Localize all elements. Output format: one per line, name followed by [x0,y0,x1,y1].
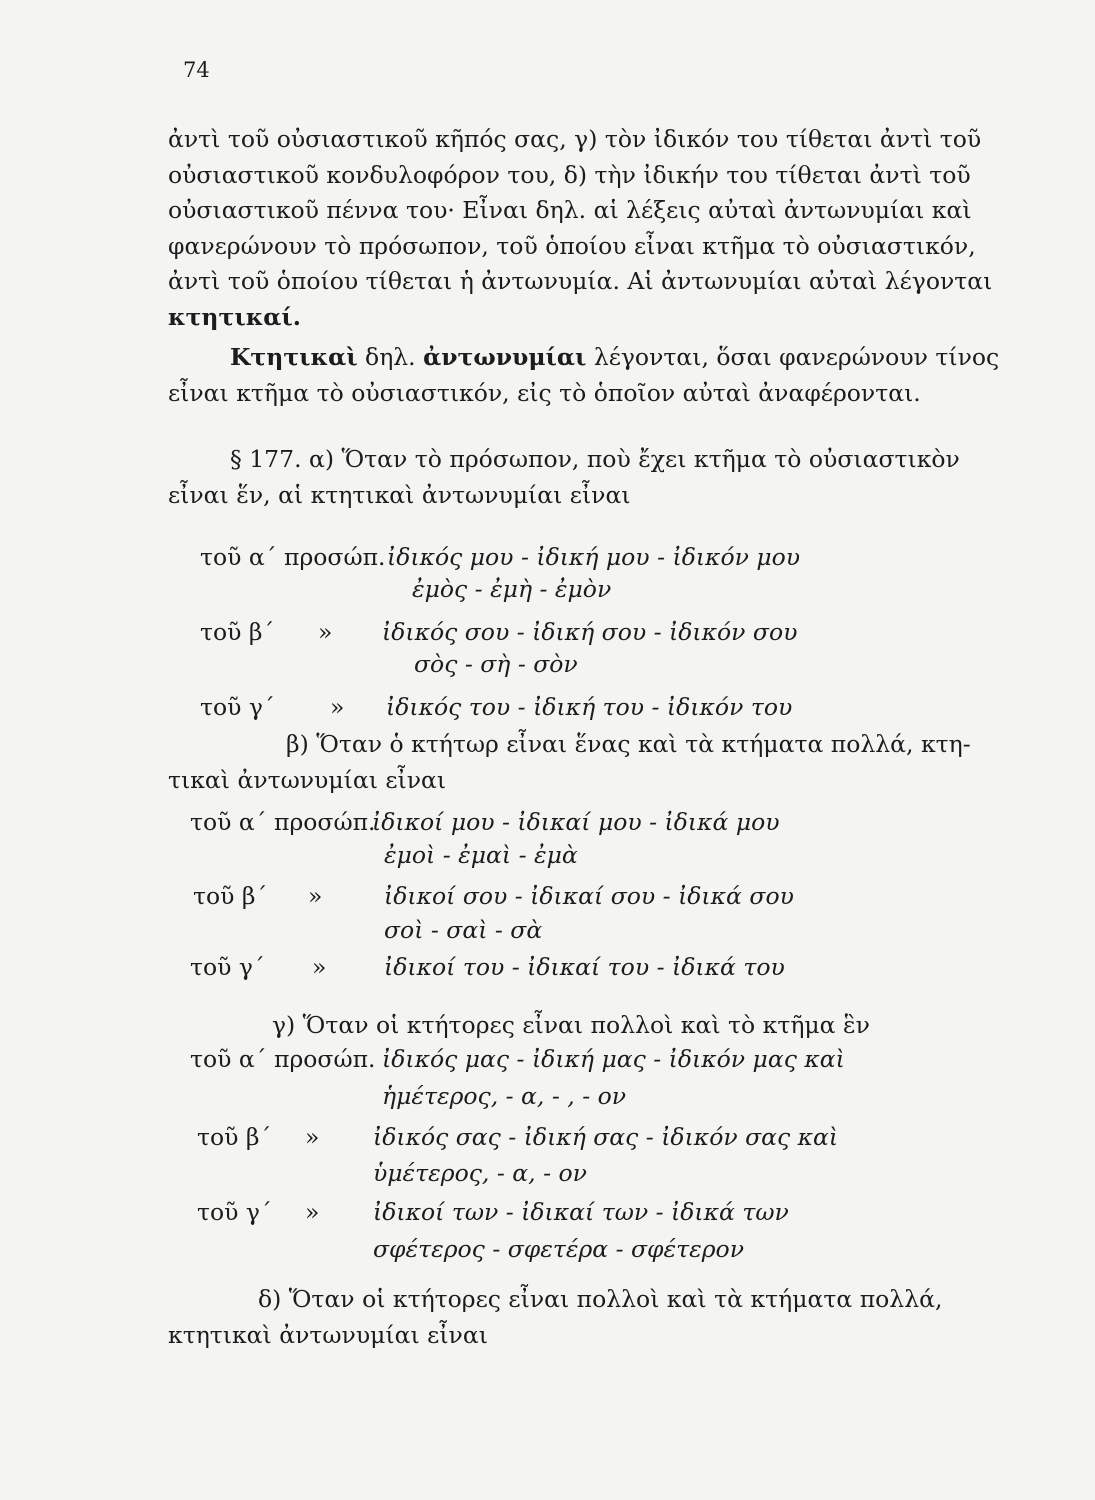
person-label: τοῦ α΄ προσώπ. [200,543,386,571]
pronoun-forms: ἰδικοί μου - ἰδικαί μου - ἰδικά μου [372,808,780,836]
text-line: κτητικαὶ ἀντωνυμίαι εἶναι [168,1320,488,1349]
page-number: 74 [183,58,210,82]
person-label: τοῦ β΄ [193,882,268,910]
pronoun-forms: ἰδικός μας - ἰδική μας - ἰδικόν μας καὶ [382,1045,845,1073]
person-label: τοῦ α΄ προσώπ. [190,808,376,836]
pronoun-alt-forms: σὸς - σὴ - σὸν [414,650,578,678]
section-number: § 177. [230,445,302,473]
person-label: τοῦ γ΄ [197,1198,272,1226]
pronoun-forms: ἰδικοί των - ἰδικαί των - ἰδικά των [373,1198,789,1226]
text-line: εἶναι ἕν, αἱ κτητικαὶ ἀντωνυμίαι εἶναι [168,480,631,509]
pronoun-alt-forms: ἐμοὶ - ἐμαὶ - ἐμὰ [384,841,578,869]
text-line: δ) Ὅταν οἱ κτήτορες εἶναι πολλοὶ καὶ τὰ κτήματα πολλά, [258,1285,943,1313]
definition-term: Κτητικαὶ [230,343,358,371]
text-line-bold: κτητικαί. [168,302,301,331]
definition-mid: δηλ. [357,343,424,371]
text-line: οὐσιαστικοῦ πέννα του· Εἶναι δηλ. αἱ λέξεις αὐταὶ ἀντωνυμίαι καὶ [168,196,972,224]
person-label: τοῦ γ΄ [190,953,265,981]
text-line: β) Ὅταν ὁ κτήτωρ εἶναι ἕνας καὶ τὰ κτήματα πολλά, κτη- [286,730,971,758]
pronoun-alt-forms: ὑμέτερος, - α, - ον [373,1159,587,1187]
pronoun-forms: ἰδικός σου - ἰδική σου - ἰδικόν σου [382,618,798,646]
person-label: τοῦ α΄ προσώπ. [190,1045,376,1073]
person-label: τοῦ β΄ [197,1123,272,1151]
section-text: α) Ὅταν τὸ πρόσωπον, ποὺ ἔχει κτῆμα τὸ οὐσιαστικὸν [301,445,960,473]
pronoun-alt-forms: σφέτερος - σφετέρα - σφέτερον [373,1235,744,1263]
text-line: ἀντὶ τοῦ ὁποίου τίθεται ἡ ἀντωνυμία. Αἱ ἀντωνυμίαι αὐταὶ λέγονται [168,267,993,295]
text-line: οὐσιαστικοῦ κονδυλοφόρον του, δ) τὴν ἰδικήν του τίθεται ἀντὶ τοῦ [168,160,971,189]
pronoun-forms: ἰδικοί του - ἰδικαί του - ἰδικά του [384,953,785,981]
person-label: τοῦ γ΄ [200,693,275,721]
text-line: εἶναι κτῆμα τὸ οὐσιαστικόν, εἰς τὸ ὁποῖον αὐταὶ ἀναφέρονται. [168,378,921,407]
ditto-mark: » [330,693,345,721]
pronoun-alt-forms: σοὶ - σαὶ - σὰ [384,916,543,944]
pronoun-forms: ἰδικοί σου - ἰδικαί σου - ἰδικά σου [384,882,794,910]
paragraph-b [168,727,1003,798]
ditto-mark: » [305,1123,320,1151]
ditto-mark: » [308,882,323,910]
person-label: τοῦ β΄ [200,618,275,646]
text-line: γ) Ὅταν οἱ κτήτορες εἶναι πολλοὶ καὶ τὸ κτῆμα ἓν [272,1011,870,1039]
text-line: φανερώνουν τὸ πρόσωπον, τοῦ ὁποίου εἶναι κτῆμα τὸ οὐσιαστικόν, [168,231,976,260]
pronoun-forms: ἰδικός σας - ἰδική σας - ἰδικόν σας καὶ [373,1123,839,1151]
pronoun-alt-forms: ἐμὸς - ἐμὴ - ἐμὸν [412,575,612,603]
definition-rest: λέγονται, ὅσαι φανερώνουν τίνος [586,343,1000,371]
text-line: ἀντὶ τοῦ οὐσιαστικοῦ κῆπός σας, γ) τὸν ἰδικόν του τίθεται ἀντὶ τοῦ [168,125,982,153]
ditto-mark: » [312,953,327,981]
text-line: τικαὶ ἀντωνυμίαι εἶναι [168,765,447,794]
definition-term2: ἀντωνυμίαι [423,343,587,371]
section-177 [168,442,1003,513]
ditto-mark: » [318,618,333,646]
paragraph-d [168,1282,1003,1353]
definition-line [168,340,1003,376]
intro-paragraph [168,122,1003,335]
pronoun-forms: ἰδικός του - ἰδική του - ἰδικόν του [386,693,793,721]
section-line [168,442,1003,478]
pronoun-forms: ἰδικός μου - ἰδική μου - ἰδικόν μου [387,543,801,571]
table-c [0,1045,1095,1275]
table-a [0,543,1095,733]
table-b [0,808,1095,988]
paragraph-c [168,1008,1003,1044]
pronoun-alt-forms: ἡμέτερος, - α, - , - ον [382,1082,627,1110]
definition-paragraph [168,340,1003,411]
ditto-mark: » [305,1198,320,1226]
